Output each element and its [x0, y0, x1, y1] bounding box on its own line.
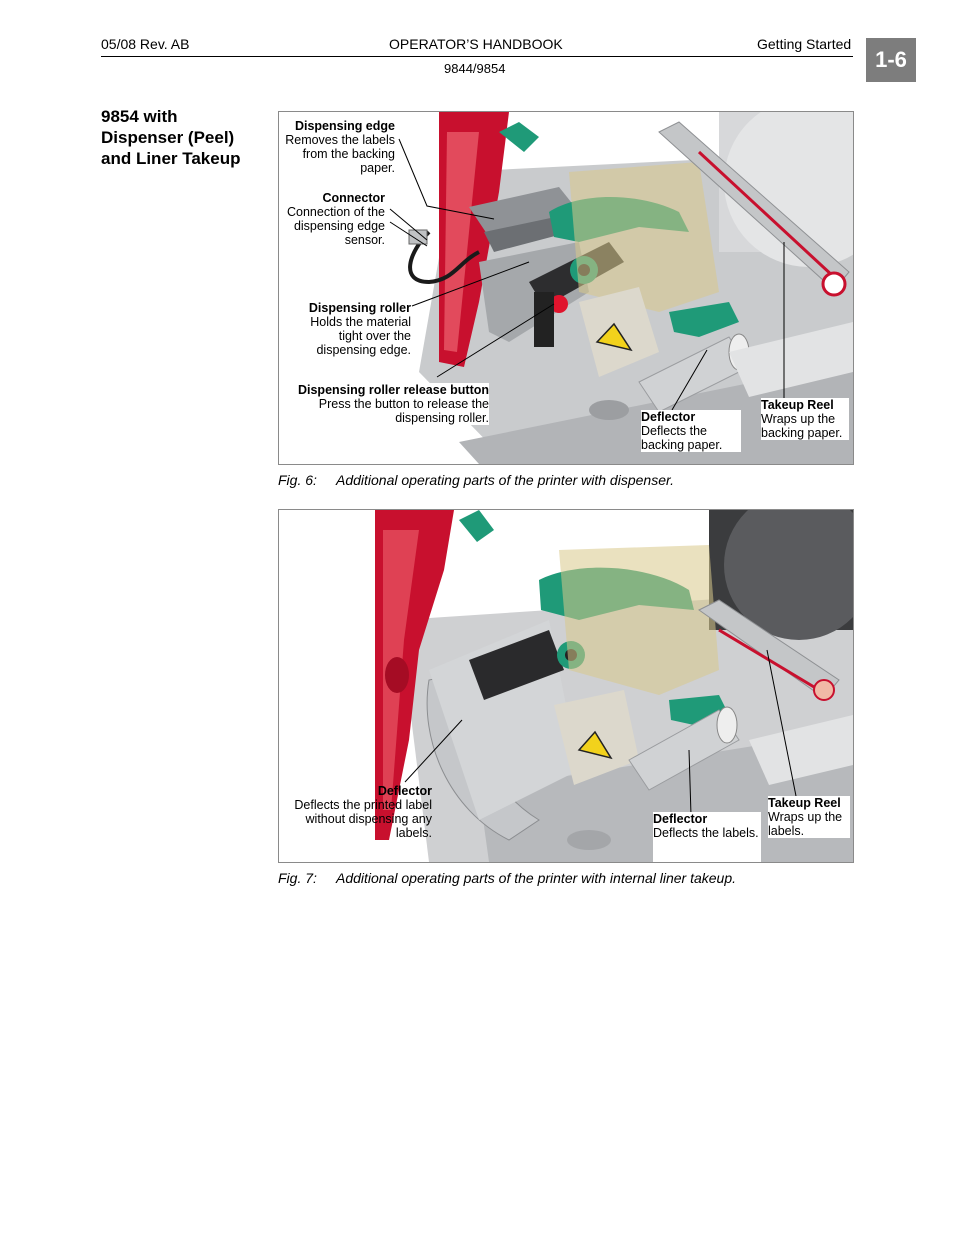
label-title: Connector [322, 191, 385, 205]
label-desc: Holds the material tight over the dispensing edge. [310, 315, 411, 357]
label-desc: Deflects the backing paper. [641, 424, 723, 452]
label-desc: Deflects the labels. [653, 826, 759, 840]
label-title: Deflector [377, 784, 432, 798]
label-title: Takeup Reel [761, 398, 834, 412]
header-title: OPERATOR’S HANDBOOK [389, 36, 563, 52]
label-desc: Deflects the printed label without dispensing any labels. [294, 798, 432, 840]
figure-7 [278, 509, 854, 863]
label-dispensing-edge [283, 119, 395, 175]
section-title: 9854 with Dispenser (Peel) and Liner Takeup [101, 107, 241, 168]
caption-text: Additional operating parts of the printer with internal liner takeup. [336, 870, 737, 886]
label-deflector-left [285, 784, 432, 840]
label-title: Dispensing roller [308, 301, 411, 315]
caption-text: Additional operating parts of the printer with dispenser. [336, 472, 675, 488]
label-desc: Press the button to release the dispensing roller. [318, 397, 489, 425]
figure-6 [278, 111, 854, 465]
caption-number: Fig. 6: [278, 472, 317, 488]
figure-7-caption [278, 870, 736, 886]
label-title: Takeup Reel [768, 796, 841, 810]
label-desc: Removes the labels from the backing paper. [285, 133, 395, 175]
label-desc: Wraps up the labels. [768, 810, 843, 838]
label-title: Dispensing roller release button [297, 383, 489, 397]
label-connector [283, 191, 385, 247]
header-model: 9844/9854 [444, 61, 506, 76]
label-takeup-reel [768, 796, 850, 838]
label-title: Deflector [653, 812, 708, 826]
figure-6-caption [278, 472, 674, 488]
label-dispensing-roller [293, 301, 411, 357]
label-release-button [293, 383, 489, 425]
label-desc: Connection of the dispensing edge sensor. [287, 205, 385, 247]
label-deflector-mid [653, 812, 761, 862]
label-takeup-reel [761, 398, 849, 440]
page-number-tab: 1-6 [866, 38, 916, 82]
header-rule [101, 56, 853, 57]
caption-number: Fig. 7: [278, 870, 317, 886]
label-deflector [641, 410, 741, 452]
label-title: Dispensing edge [294, 119, 395, 133]
label-title: Deflector [641, 410, 696, 424]
header-chapter: Getting Started [757, 36, 852, 52]
label-desc: Wraps up the backing paper. [761, 412, 843, 440]
header-revision: 05/08 Rev. AB [101, 36, 190, 52]
